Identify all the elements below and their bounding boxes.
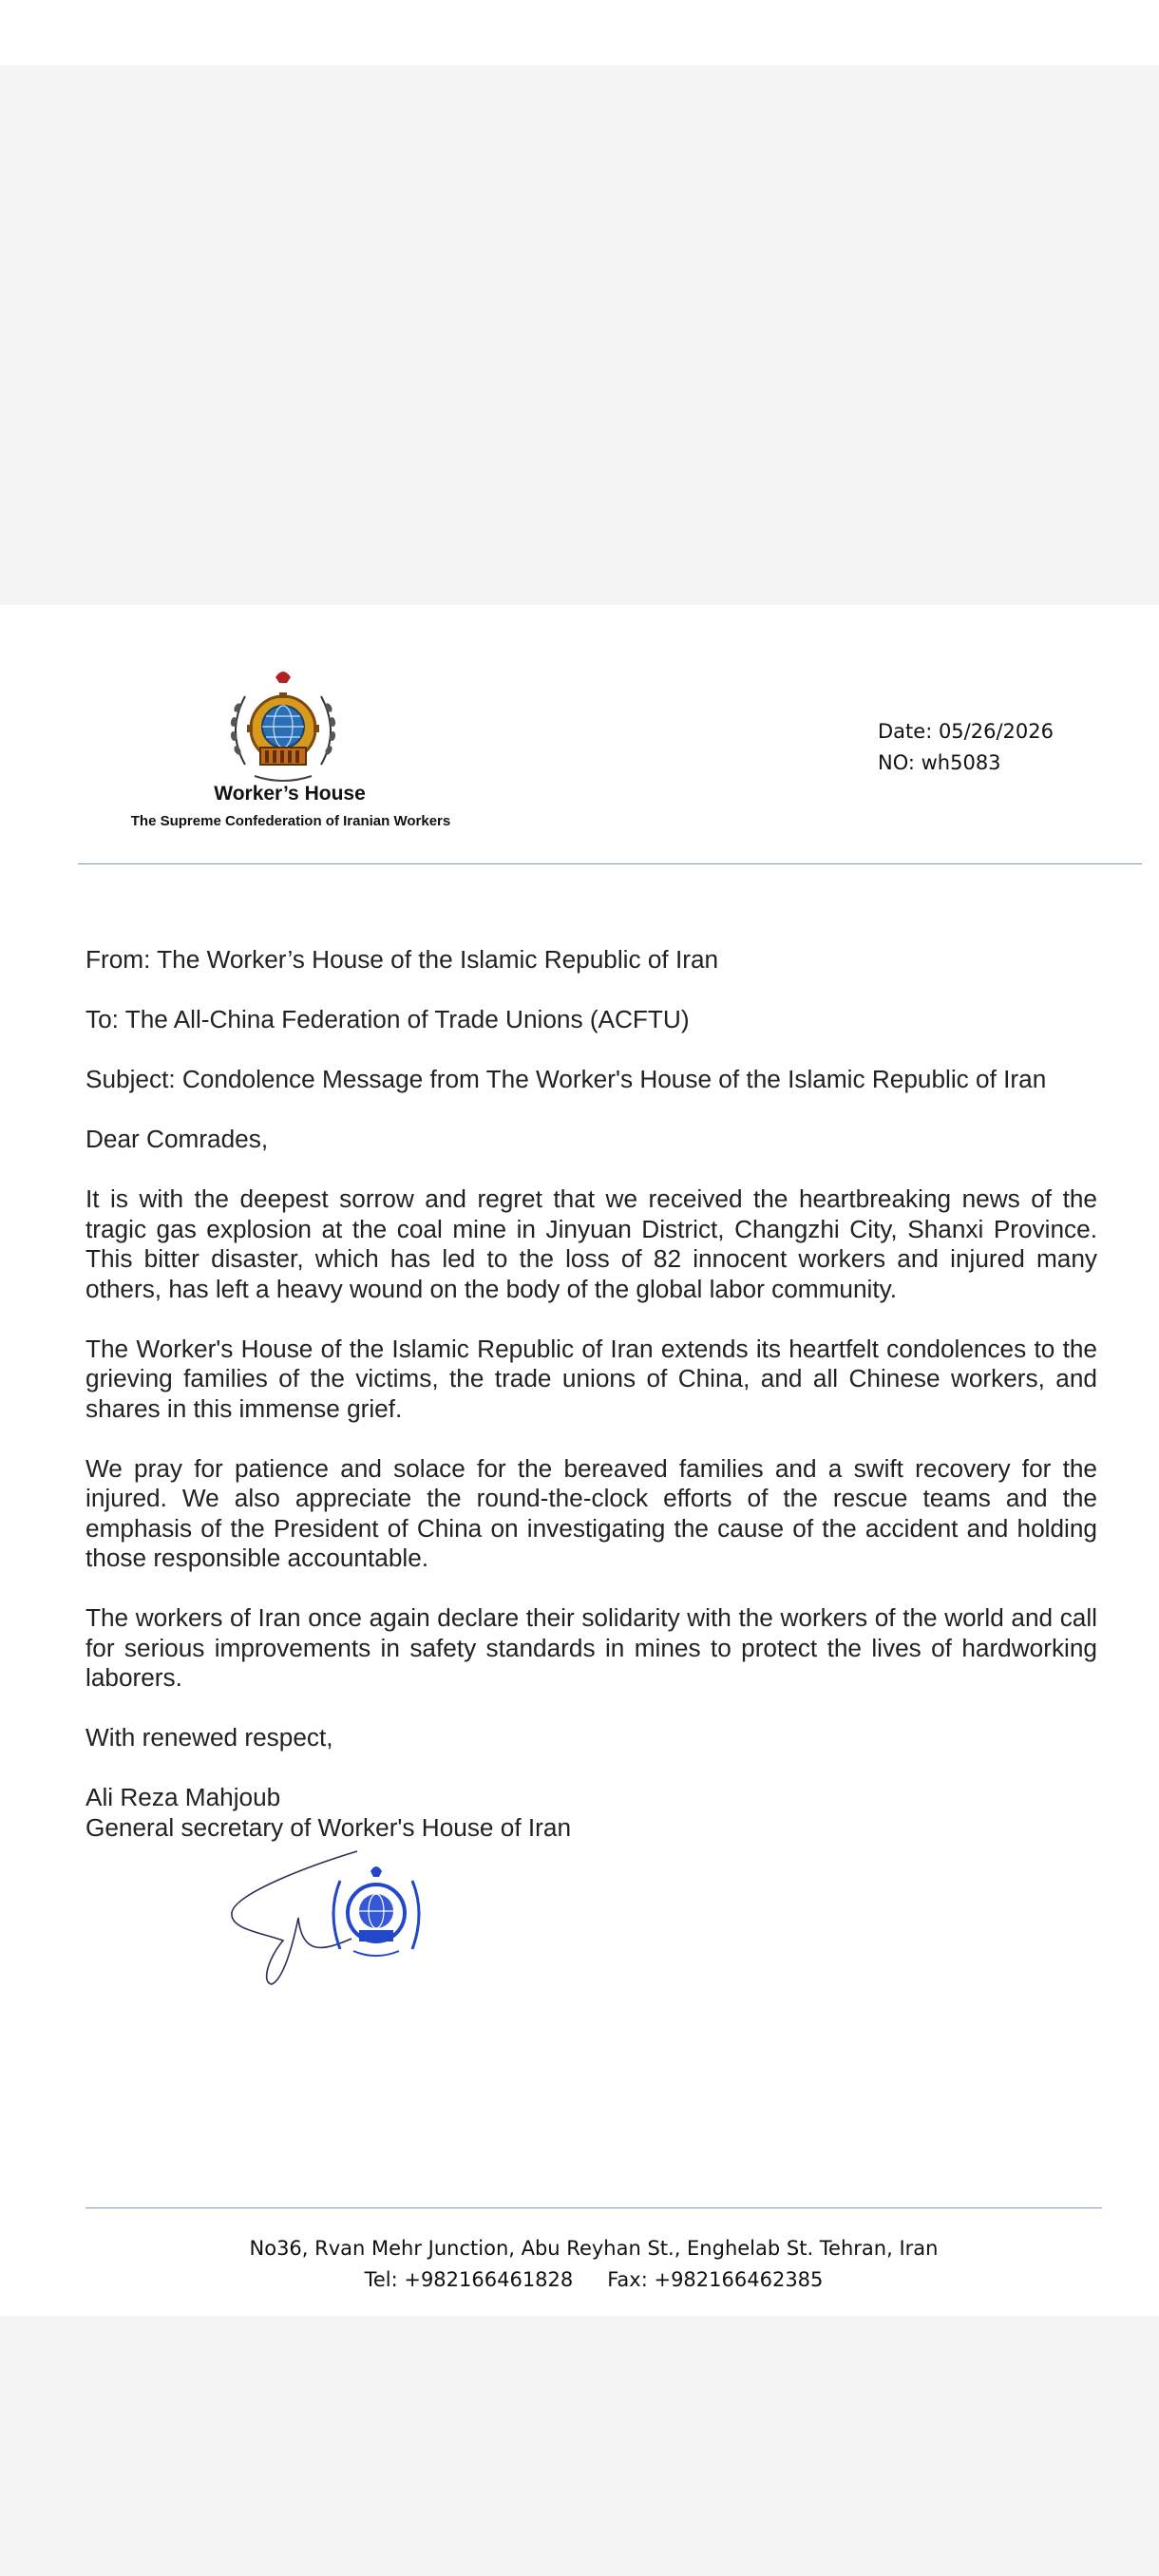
letter-date: Date: 05/26/2026 <box>878 720 1054 743</box>
footer-tel: Tel: +982166461828 <box>364 2268 574 2291</box>
paragraph-2: The Worker's House of the Islamic Republic of Iran extends its heartfelt condolences to the grieving families of the victims, the trade unions of China, and all Chinese workers, and shares in this immense grief. <box>86 1334 1097 1423</box>
footer-fax: Fax: +982166462385 <box>607 2268 824 2291</box>
letter-body <box>86 945 1097 1843</box>
header-divider <box>78 863 1142 864</box>
from-line: From: The Worker’s House of the Islamic Republic of Iran <box>86 945 719 974</box>
letter-page <box>0 605 1159 2316</box>
org-name: Worker’s House <box>214 783 366 805</box>
letter-meta <box>878 716 1054 779</box>
footer-contact <box>86 2264 1102 2296</box>
org-subtitle: The Supreme Confederation of Iranian Workers <box>130 813 451 829</box>
footer-address: No36, Rvan Mehr Junction, Abu Reyhan St., Enghelab St. Tehran, Iran <box>249 2237 939 2260</box>
paragraph-4: The workers of Iran once again declare their solidarity with the workers of the world and call for serious improvements in safety standards in mines to protect the lives of hardworking laborers. <box>86 1603 1097 1692</box>
salutation: Dear Comrades, <box>86 1125 269 1153</box>
top-gray-margin <box>0 66 1159 605</box>
signer-title: General secretary of Worker's House of Iran <box>86 1812 572 1842</box>
subject-line: Subject: Condolence Message from The Worker's House of the Islamic Republic of Iran <box>86 1065 1047 1093</box>
closing: With renewed respect, <box>86 1723 333 1752</box>
handwritten-signature <box>232 1851 357 1984</box>
footer-divider <box>86 2207 1102 2208</box>
workers-house-logo <box>217 660 350 793</box>
paragraph-1: It is with the deepest sorrow and regret that we received the heartbreaking news of the tragic gas explosion at the coal mine in Jinyuan District, Changzhi City, Shanxi Province. This bitter disaster, which has led to the loss of 82 innocent workers and injured many others, has left a heavy wound on the body of the global labor community. <box>86 1184 1097 1303</box>
bottom-gray-margin <box>0 2316 1159 2576</box>
signer-name: Ali Reza Mahjoub <box>86 1783 281 1811</box>
official-stamp <box>333 1866 419 1956</box>
to-line: To: The All-China Federation of Trade Unions (ACFTU) <box>86 1005 690 1033</box>
letter-footer <box>86 2233 1102 2296</box>
signature-with-stamp <box>224 1842 462 2003</box>
paragraph-3: We pray for patience and solace for the bereaved families and a swift recovery for the injured. We also appreciate the round-the-clock efforts of the rescue teams and the emphasis of the President of China on investigating the cause of the accident and holding those responsible accountable. <box>86 1453 1097 1572</box>
letter-number: NO: wh5083 <box>878 751 1001 774</box>
